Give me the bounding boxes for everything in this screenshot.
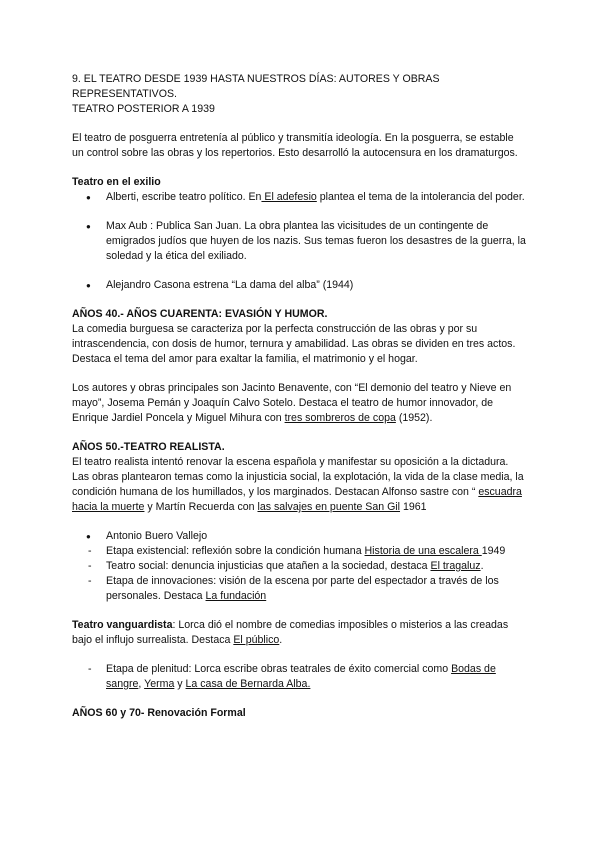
anos40-paragraph-2: Los autores y obras principales son Jacinto Benavente, con “El demonio del teatro y Nieve en mayo”, Josema Pemán y Joaquín Calvo Sotelo. Destaca el teatro de humor innovador, de Enrique Jardiel Poncela y Miguel Mihura con tres sombreros de copa (1952). [72, 382, 512, 424]
list-item: - Teatro social: denuncia injusticias que atañen a la sociedad, destaca El tragaluz. [72, 559, 528, 574]
list-item: ● Max Aub : Publica San Juan. La obra plantea las vicisitudes de un contingente de emigrados judíos que huyen de los nazis. Sus temas fueron los desastres de la guerra, la soledad y la ética del exiliado. [72, 219, 528, 264]
list-item: ● Alberti, escribe teatro político. En El adefesio plantea el tema de la intolerancia del poder. [72, 190, 528, 205]
work-title: Bodas de sangre [106, 663, 496, 690]
anos50-paragraph-2: Las obras plantearon temas como la injusticia social, la explotación, la vida de la clase media, la condición humana de los humillados, y los marginados. Destacan Alfonso sastre con “ escuadra hacia la muerte y Martín Recuerda con las salvajes en puente San Gil 1961 [72, 471, 524, 513]
list-item: ● Alejandro Casona estrena “La dama del alba” (1944) [72, 278, 528, 293]
anos50-heading: AÑOS 50.-TEATRO REALISTA. [72, 441, 225, 453]
work-title: escuadra hacia la muerte [72, 486, 522, 513]
anos40-paragraph-1: La comedia burguesa se caracteriza por la perfecta construcción de las obras y por su intrascendencia, con dosis de humor, ternura y amabilidad. Las obras se dividen en tres actos. Destaca el tema del amor para exaltar la familia, el matrimonio y el hogar. [72, 323, 516, 365]
vanguardista-paragraph: Teatro vanguardista: Lorca dió el nombre de comedias imposibles o misterios a las creadas bajo el influjo surrealista. Destaca El público. [72, 619, 509, 646]
anos60-heading: AÑOS 60 y 70- Renovación Formal [72, 707, 246, 719]
work-title: Historia de una escalera [364, 545, 482, 557]
work-title: Yerma [144, 678, 175, 690]
intro-paragraph: El teatro de posguerra entretenía al público y transmitía ideología. En la posguerra, se estable un control sobre las obras y los repertorios. Esto desarrolló la autocensura en los dramaturgos. [72, 132, 518, 159]
work-title: El tragaluz [430, 560, 481, 572]
work-title: las salvajes en puente San Gil [257, 501, 401, 513]
work-title: La casa de Bernarda Alba. [185, 678, 311, 690]
lorca-list [72, 662, 528, 692]
exilio-heading: Teatro en el exilio [72, 176, 161, 188]
document-title [72, 72, 528, 117]
work-title: La fundación [205, 590, 267, 602]
anos40-heading: AÑOS 40.- AÑOS CUARENTA: EVASIÓN Y HUMOR. [72, 308, 328, 320]
buero-list [72, 529, 528, 604]
list-item: - Etapa de innovaciones: visión de la escena por parte del espectador a través de los personales. Destaca La fundación [72, 574, 528, 604]
work-title: El adefesio [261, 191, 317, 203]
work-title: tres sombreros de copa [284, 412, 396, 424]
work-title: El público [233, 634, 280, 646]
title-line-2: TEATRO POSTERIOR A 1939 [72, 103, 215, 115]
title-line-1: 9. EL TEATRO DESDE 1939 HASTA NUESTROS DÍAS: AUTORES Y OBRAS REPRESENTATIVOS. [72, 73, 440, 100]
list-item: - Etapa de plenitud: Lorca escribe obras teatrales de éxito comercial como Bodas de sangre, Yerma y La casa de Bernarda Alba. [72, 662, 528, 692]
exilio-list [72, 190, 528, 293]
list-item: ● Antonio Buero Vallejo [72, 529, 528, 544]
vanguardista-label: Teatro vanguardista [72, 619, 173, 631]
anos50-paragraph-1: El teatro realista intentó renovar la escena española y manifestar su oposición a la dictadura. [72, 456, 509, 468]
document-page [72, 72, 528, 721]
list-item: - Etapa existencial: reflexión sobre la condición humana Historia de una escalera 1949 [72, 544, 528, 559]
